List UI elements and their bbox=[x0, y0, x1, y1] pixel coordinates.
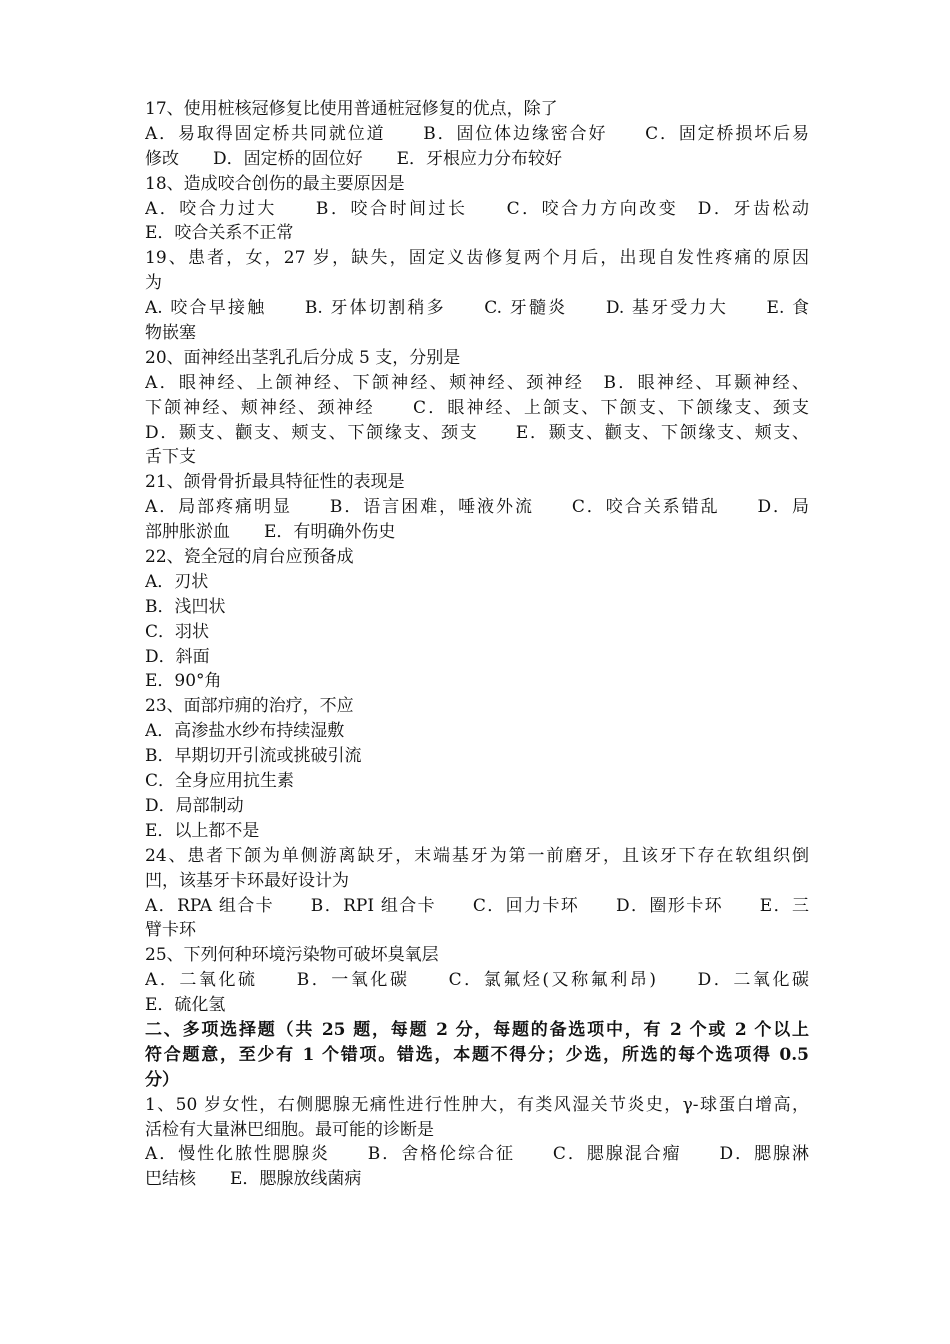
text-line: A．刃状 bbox=[145, 571, 209, 592]
text-line: A．二氧化硫 B．一氧化碳 C．氯氟烃(又称氟利昂) D．二氧化碳 bbox=[145, 970, 809, 991]
text-line: E．硫化氢 bbox=[145, 995, 226, 1016]
text-line: 22、瓷全冠的肩台应预备成 bbox=[145, 547, 354, 568]
text-line: 舌下支 bbox=[145, 447, 196, 468]
text-line: C．全身应用抗生素 bbox=[145, 771, 295, 792]
text-line: D．局部制动 bbox=[145, 795, 244, 816]
text-line: A．高渗盐水纱布持续湿敷 bbox=[145, 721, 345, 742]
text-line: 21、颌骨骨折最具特征性的表现是 bbox=[145, 472, 405, 493]
text-line: 为 bbox=[145, 273, 162, 294]
text-line: C．羽状 bbox=[145, 621, 210, 642]
text-line: 1、50 岁女性，右侧腮腺无痛性进行性肿大，有类风湿关节炎史，γ-球蛋白增高， bbox=[145, 1094, 809, 1115]
text-line: 臂卡环 bbox=[145, 920, 196, 941]
text-line: 18、造成咬合创伤的最主要原因是 bbox=[145, 173, 405, 194]
text-line: E．咬合关系不正常 bbox=[145, 223, 294, 244]
text-line: 24、患者下颌为单侧游离缺牙，末端基牙为第一前磨牙，且该牙下存在软组织倒 bbox=[145, 845, 809, 866]
text-line: D．斜面 bbox=[145, 646, 210, 667]
section-heading-line: 符合题意，至少有 1 个错项。错选，本题不得分；少选，所选的每个选项得 0.5 bbox=[145, 1044, 809, 1065]
text-line: A. 咬合早接触 B. 牙体切割稍多 C. 牙髓炎 D. 基牙受力大 E. 食 bbox=[145, 298, 809, 319]
text-line: D．颞支、颧支、颊支、下颌缘支、颈支 E．颞支、颧支、下颌缘支、颊支、 bbox=[145, 422, 809, 443]
text-line: A．咬合力过大 B．咬合时间过长 C．咬合力方向改变 D．牙齿松动 bbox=[145, 198, 809, 219]
text-line: E．以上都不是 bbox=[145, 820, 260, 841]
text-line: 部肿胀淤血 E．有明确外伤史 bbox=[145, 522, 396, 543]
text-line: A．RPA 组合卡 B．RPI 组合卡 C．回力卡环 D．圈形卡环 E．三 bbox=[145, 895, 809, 916]
text-line: 活检有大量淋巴细胞。最可能的诊断是 bbox=[145, 1119, 434, 1140]
text-line: 19、患者，女，27 岁，缺失，固定义齿修复两个月后，出现自发性疼痛的原因 bbox=[145, 248, 809, 269]
text-line: A．眼神经、上颌神经、下颌神经、颊神经、颈神经 B．眼神经、耳颞神经、 bbox=[145, 372, 809, 393]
text-line: B．早期切开引流或挑破引流 bbox=[145, 746, 362, 767]
text-line: 20、面神经出茎乳孔后分成 5 支，分别是 bbox=[145, 347, 461, 368]
text-line: 25、下列何种环境污染物可破坏臭氧层 bbox=[145, 945, 439, 966]
text-line: 23、面部疖痈的治疗，不应 bbox=[145, 696, 354, 717]
section-heading-line: 二、多项选择题（共 25 题，每题 2 分，每题的备选项中，有 2 个或 2 个以上 bbox=[145, 1019, 809, 1040]
text-line: A．易取得固定桥共同就位道 B．固位体边缘密合好 C．固定桥损坏后易 bbox=[145, 123, 809, 144]
text-line: A．局部疼痛明显 B．语言困难，唾液外流 C．咬合关系错乱 D．局 bbox=[145, 497, 809, 518]
text-line: 17、使用桩核冠修复比使用普通桩冠修复的优点，除了 bbox=[145, 99, 558, 119]
text-line: 修改 D．固定桥的固位好 E．牙根应力分布较好 bbox=[145, 148, 563, 169]
text-line: 巴结核 E．腮腺放线菌病 bbox=[145, 1169, 362, 1190]
text-line: E．90°角 bbox=[145, 671, 222, 692]
document-page bbox=[145, 97, 809, 1192]
section-heading-line: 分） bbox=[145, 1069, 179, 1090]
text-line: 物嵌塞 bbox=[145, 323, 196, 344]
text-line: A．慢性化脓性腮腺炎 B．舍格伦综合征 C．腮腺混合瘤 D．腮腺淋 bbox=[145, 1144, 809, 1165]
text-line: B．浅凹状 bbox=[145, 596, 226, 617]
text-line: 凹，该基牙卡环最好设计为 bbox=[145, 870, 349, 891]
text-line: 下颌神经、颊神经、颈神经 C．眼神经、上颌支、下颌支、下颌缘支、颈支 bbox=[145, 397, 809, 418]
